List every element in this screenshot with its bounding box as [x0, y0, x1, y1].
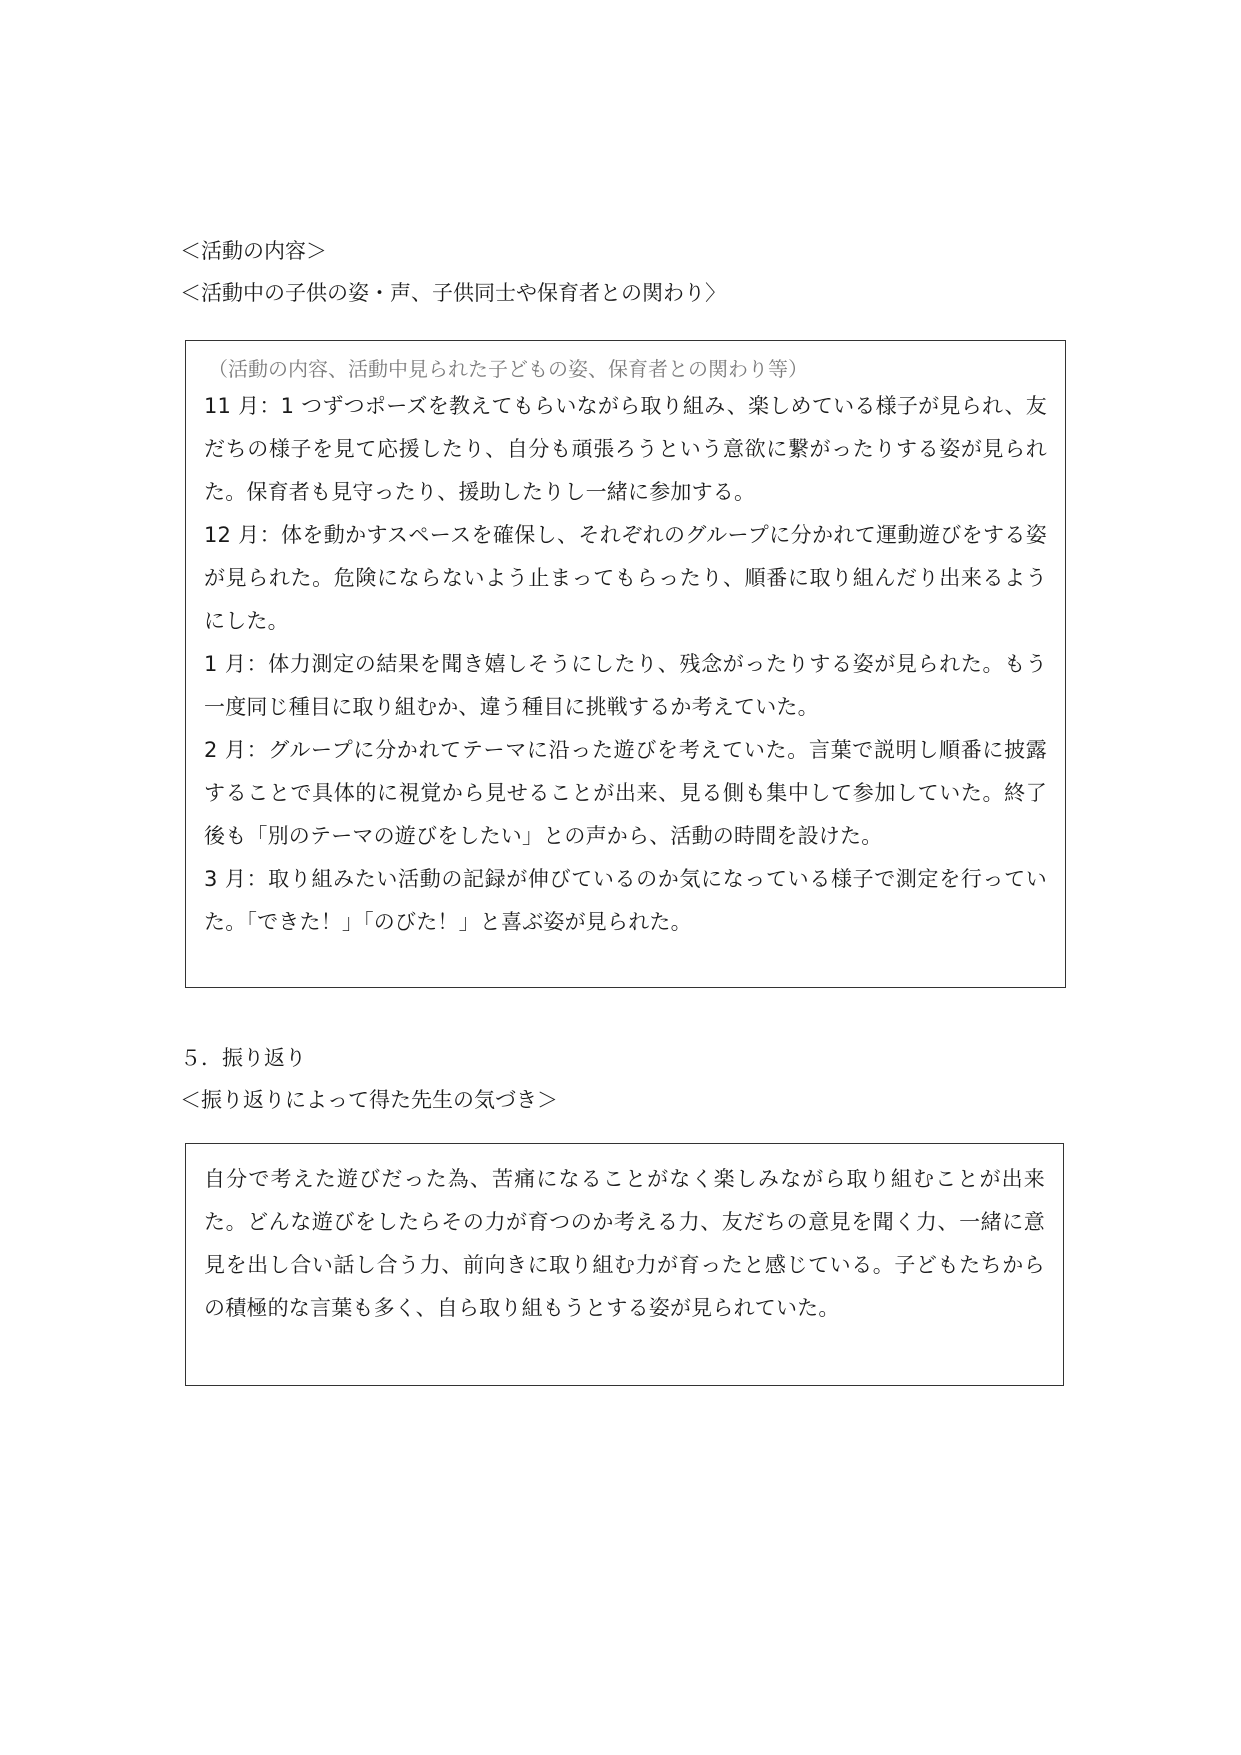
review-text: 自分で考えた遊びだった為、苦痛になることがなく楽しみながら取り組むことが出来た。どんな遊びをしたらその力が育つのか考える力、友だちの意見を聞く力、一緒に意見を出し合い話し合う力、前向きに取り組む力が育ったと感じている。子どもたちからの積極的な言葉も多く、自ら取り組もうとする姿が見られていた。	[204, 1167, 1045, 1320]
activity-box-placeholder: （活動の内容、活動中見られた子どもの姿、保育者との関わり等）	[208, 357, 808, 381]
activity-content-heading: ＜活動の内容＞	[180, 239, 327, 263]
entry-february: 2 月：グループに分かれてテーマに沿った遊びを考えていた。言葉で説明し順番に披露することで具体的に視覚から見せることが出来、見る側も集中して参加していた。終了後も「別のテーマの遊びをしたい」との声から、活動の時間を設けた。	[204, 738, 1047, 848]
review-box	[185, 1143, 1064, 1386]
children-interaction-heading: ＜活動中の子供の姿・声、子供同士や保育者との関わり〉	[180, 281, 726, 305]
teacher-insights-heading: ＜振り返りによって得た先生の気づき＞	[180, 1088, 558, 1112]
entry-march: 3 月：取り組みたい活動の記録が伸びているのか気になっている様子で測定を行っていた。「できた！」「のびた！」と喜ぶ姿が見られた。	[204, 867, 1047, 934]
entry-november: 11 月：1 つずつポーズを教えてもらいながら取り組み、楽しめている様子が見られ、友だちの様子を見て応援したり、自分も頑張ろうという意欲に繋がったりする姿が見られた。保育者も見守ったり、援助したりし一緒に参加する。	[204, 394, 1047, 504]
review-section-heading: ５．振り返り	[180, 1046, 306, 1070]
activity-record-box	[185, 340, 1066, 988]
entry-december: 12 月：体を動かすスペースを確保し、それぞれのグループに分かれて運動遊びをする姿が見られた。危険にならないよう止まってもらったり、順番に取り組んだり出来るようにした。	[204, 523, 1047, 633]
entry-january: 1 月：体力測定の結果を聞き嬉しそうにしたり、残念がったりする姿が見られた。もう一度同じ種目に取り組むか、違う種目に挑戦するか考えていた。	[204, 652, 1047, 719]
